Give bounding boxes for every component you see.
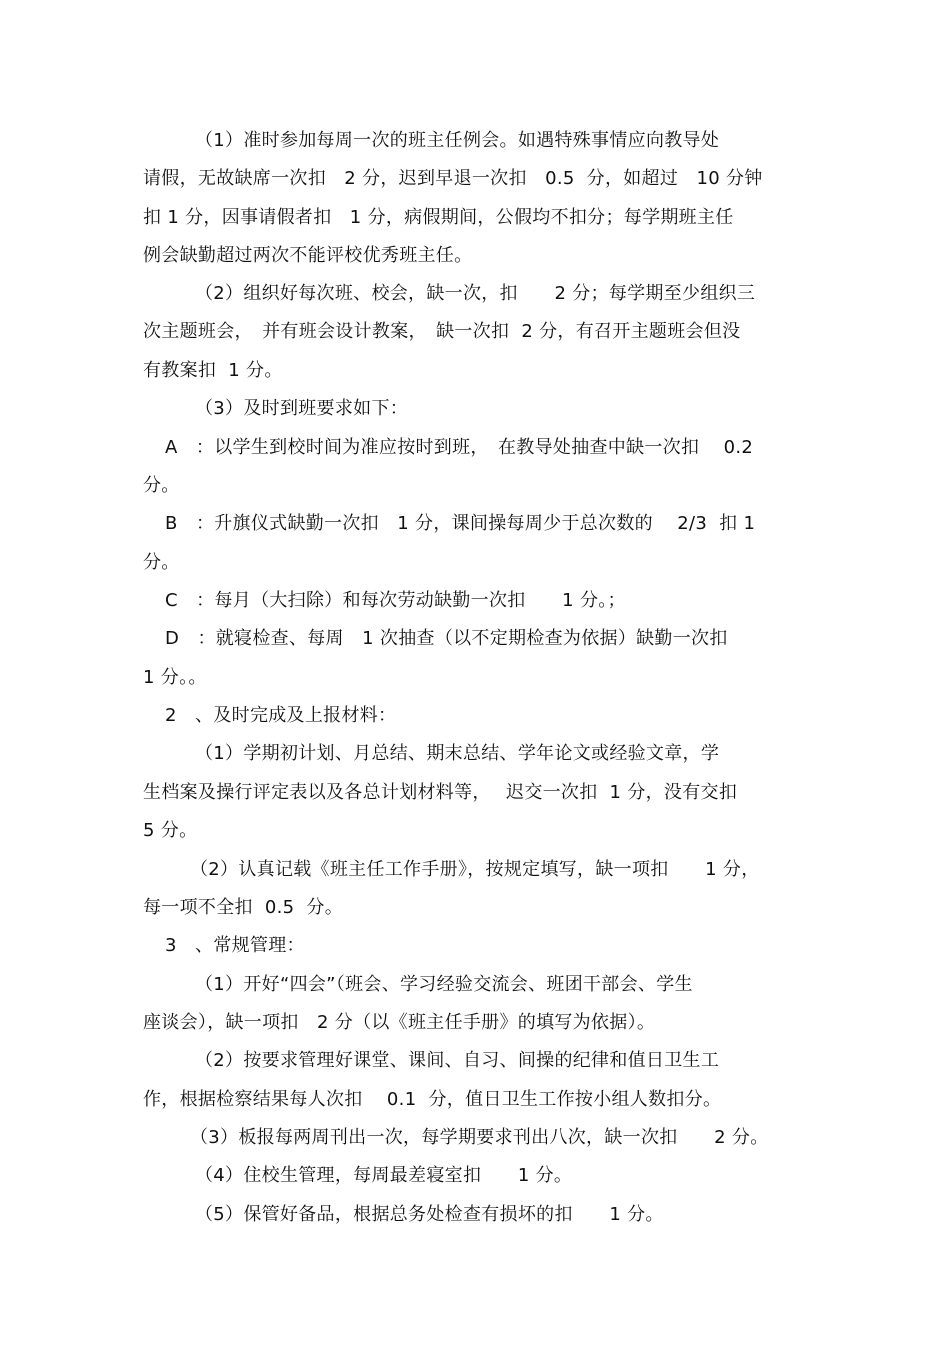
text-line: 5 分。 — [143, 820, 198, 841]
text-line: （5）保管好备品，根据总务处检查有损坏的扣 1 分。 — [195, 1204, 664, 1225]
text-line: （2）组织好每次班、校会，缺一次，扣 2 分；每学期至少组织三 — [195, 283, 756, 304]
text-line: 有教案扣 1 分。 — [143, 360, 283, 381]
text-line: 分。 — [143, 552, 180, 573]
text-line: 扣 1 分，因事请假者扣 1 分，病假期间，公假均不扣分；每学期班主任 — [143, 207, 734, 228]
text-line: （2）按要求管理好课堂、课间、自习、间操的纪律和值日卫生工 — [195, 1050, 720, 1071]
text-line: （1）学期初计划、月总结、期末总结、学年论文或经验文章，学 — [195, 743, 720, 764]
text-line: 例会缺勤超过两次不能评校优秀班主任。 — [143, 245, 473, 266]
text-line: 分。 — [143, 475, 180, 496]
text-line: （3）板报每两周刊出一次，每学期要求刊出八次，缺一次扣 2 分。 — [190, 1127, 769, 1148]
text-line: A ：以学生到校时间为准应按时到班， 在教导处抽查中缺一次扣 0.2 — [165, 437, 754, 458]
section-heading: 3 、常规管理： — [165, 935, 305, 956]
text-line: C ：每月（大扫除）和每次劳动缺勤一次扣 1 分。； — [165, 590, 626, 611]
section-heading: 2 、及时完成及上报材料： — [165, 705, 397, 726]
text-line: 请假，无故缺席一次扣 2 分，迟到早退一次扣 0.5 分，如超过 10 分钟 — [143, 168, 763, 189]
text-line: 1 分。。 — [143, 667, 207, 688]
text-line: 作，根据检察结果每人次扣 0.1 分，值日卫生工作按小组人数扣分。 — [143, 1089, 722, 1110]
text-line: （1）准时参加每周一次的班主任例会。如遇特殊事情应向教导处 — [195, 130, 720, 151]
text-line: D ：就寝检查、每周 1 次抽查（以不定期检查为依据）缺勤一次扣 — [165, 628, 728, 649]
text-line: 座谈会），缺一项扣 2 分（以《班主任手册》的填写为依据）。 — [143, 1012, 656, 1033]
text-line: B ：升旗仪式缺勤一次扣 1 分，课间操每周少于总次数的 2/3 扣 1 — [165, 513, 756, 534]
text-line: 每一项不全扣 0.5 分。 — [143, 897, 344, 918]
text-line: （3）及时到班要求如下： — [195, 398, 409, 419]
text-line: （4）住校生管理，每周最差寝室扣 1 分。 — [195, 1165, 573, 1186]
text-line: （1）开好“四会”（班会、学习经验交流会、班团干部会、学生 — [195, 974, 693, 995]
text-line: 生档案及操行评定表以及各总计划材料等， 迟交一次扣 1 分，没有交扣 — [143, 782, 738, 803]
text-line: （2）认真记载《班主任工作手册》，按规定填写，缺一项扣 1 分， — [190, 859, 760, 880]
text-line: 次主题班会， 并有班会设计教案， 缺一次扣 2 分，有召开主题班会但没 — [143, 321, 741, 342]
